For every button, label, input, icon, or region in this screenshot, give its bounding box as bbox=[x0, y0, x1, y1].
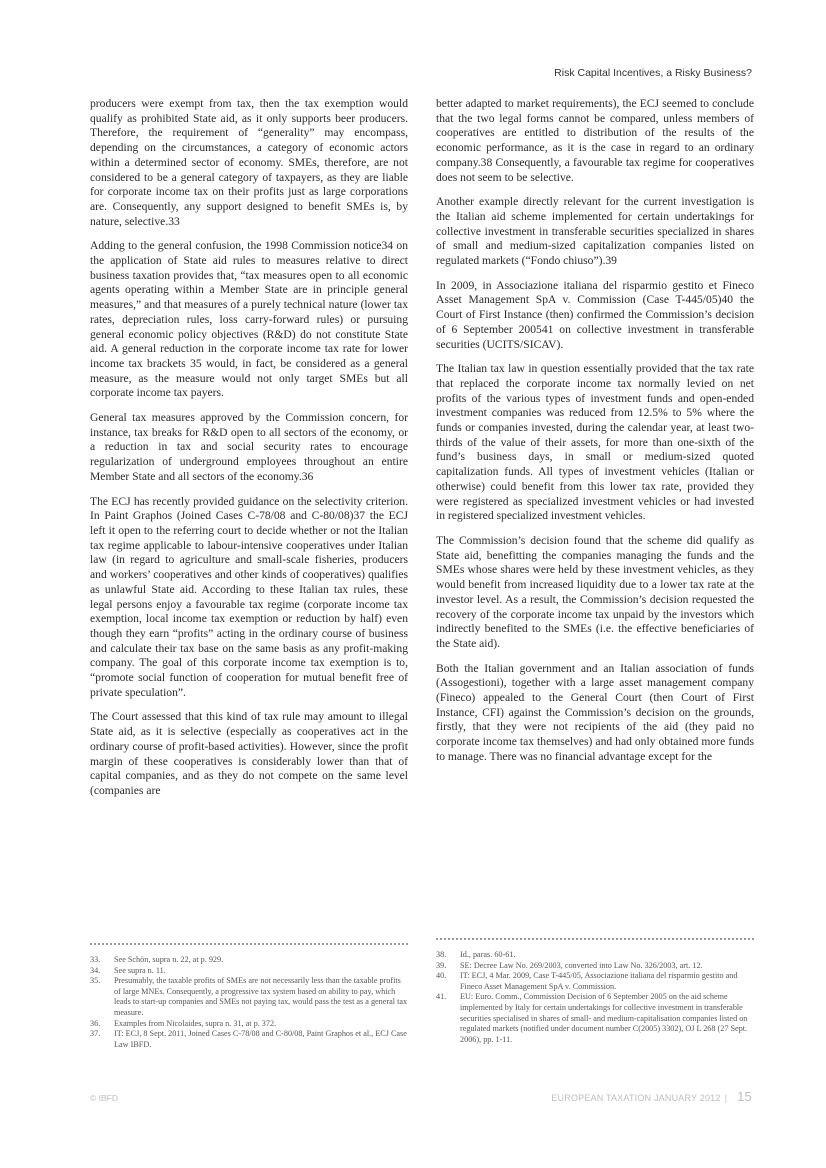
body-paragraph: General tax measures approved by the Commission concern, for instance, tax breaks for R&D open to all sectors of the economy, or a reduction in tax and social security rates to encourage regularization of underground employees throughout an entire Member State and all sectors of the economy.36 bbox=[90, 411, 408, 483]
footnote-text: EU: Euro. Comm., Commission Decision of 6 September 2005 on the aid scheme implemented by Italy for certain undertakings for collective investment in transferable securities specialised in shares of small- and medium-capitalisation companies listed on regulated markets (notified under document number C(2005) 3302), OJ L 268 (27 Sept. 2006), pp. 1-11. bbox=[460, 992, 748, 1044]
journal-footer bbox=[551, 1089, 752, 1104]
footnote bbox=[436, 950, 754, 961]
footnote bbox=[436, 971, 754, 992]
copyright-label: © IBFD bbox=[90, 1093, 118, 1103]
footnote-text: SE: Decree Law No. 269/2003, converted into Law No. 326/2003, art. 12. bbox=[460, 960, 703, 970]
body-paragraph: Both the Italian government and an Italian association of funds (Assogestioni), together with a large asset management company (Fineco) appealed to the General Court (then Court of First Instance, CFI) against the Commission’s decision on the grounds, firstly, that they were not recipients of the aid (they paid no corporate income tax themselves) and had only obtained more funds to manage. There was no financial advantage except for the bbox=[436, 661, 754, 763]
body-paragraph: The ECJ has recently provided guidance on the selectivity criterion. In Paint Graphos (Joined Cases C-78/08 and C-80/08)37 the ECJ left it open to the referring court to decide whether or not the Italian tax regime applicable to labour-intensive cooperatives under Italian law (in regard to agriculture and small-scale fisheries, producers and workers’ cooperatives and other kinds of cooperatives) qualifies as unlawful State aid. According to these Italian tax rules, these legal persons enjoy a favourable tax regime (corporate income tax exemption, local income tax exemption or reduction by half) even though they earn “profits” acting in the ordinary course of business and calculate their tax base on the same basis as any profit-making company. The goal of this corporate income tax exemption is to, “promote social function of cooperation for mutual benefit free of private speculation”. bbox=[90, 494, 408, 699]
footnote-number: 41. bbox=[436, 992, 447, 1002]
footnote bbox=[90, 955, 408, 966]
page-number: 15 bbox=[737, 1089, 752, 1104]
footnote-divider bbox=[436, 938, 754, 940]
footnote-divider bbox=[90, 943, 408, 945]
footnote-number: 33. bbox=[90, 955, 101, 964]
body-paragraph: Another example directly relevant for the current investigation is the Italian aid scheme implemented for certain undertakings for collective investment in transferable securities specialized in shares of small and medium-sized capitalization companies listed on regulated markets (“Fondo chiuso”).39 bbox=[436, 195, 754, 268]
footnote-text: See Schön, supra n. 22, at p. 929. bbox=[114, 955, 224, 964]
body-paragraph: The Court assessed that this kind of tax rule may amount to illegal State aid, as it is selective (especially as cooperatives act in the ordinary course of profit-based activities). However, since the profit margin of these cooperatives is considerably lower than that of capital companies, and as they do not compete on the same level (companies are bbox=[90, 710, 408, 797]
running-head: Risk Capital Incentives, a Risky Business? bbox=[554, 67, 752, 79]
body-paragraph: The Italian tax law in question essentially provided that the tax rate that replaced the corporate income tax normally levied on net profits of the various types of investment funds and open-ended investment companies was reduced from 12.5% to 5% where the funds or companies invested, during the calendar year, at least two-thirds of the value of their assets, for more than one-sixth of the fund’s business days, in small or medium-sized quoted capitalization funds. All types of investment vehicles (Italian or otherwise) could benefit from this lower tax rate, provided they were registered as specialized investment vehicles or had invested in registered specialized investment vehicles. bbox=[436, 362, 754, 523]
footnote-text: IT: ECJ, 4 Mar. 2009, Case T-445/05, Associazione italiana del risparmio gestito and Fineco Asset Management SpA v. Commission. bbox=[460, 971, 738, 991]
footnote-number: 34. bbox=[90, 965, 101, 975]
body-paragraph: The Commission’s decision found that the scheme did qualify as State aid, benefitting the companies managing the funds and the SMEs whose shares were held by these investment vehicles, as they would benefit from increased liquidity due to a lower tax rate at the investor level. As a result, the Commission’s decision requested the recovery of the corporate income tax unpaid by the investors which indirectly benefited to the SMEs (i.e. the effective beneficiaries of the State aid). bbox=[436, 533, 754, 650]
footnote-number: 40. bbox=[436, 971, 447, 981]
footnote-number: 39. bbox=[436, 960, 447, 970]
footnote-text: Presumably, the taxable profits of SMEs are not necessarily less than the taxable profits of large MNEs. Consequently, a progressive tax system based on ability to pay, which leads to start-up companies and SMEs not paying tax, would pass the test as a general tax measure. bbox=[114, 976, 408, 1017]
footnote bbox=[436, 992, 754, 1045]
footnotes-left bbox=[90, 955, 408, 1050]
footnote-number: 36. bbox=[90, 1018, 101, 1028]
footnote bbox=[90, 966, 408, 977]
body-paragraph: Adding to the general confusion, the 1998 Commission notice34 on the application of State aid rules to measures relative to direct business taxation provides that, “tax measures open to all economic agents operating within a Member State are in principle general measures,” and that measures of a purely technical nature (lower tax rates, depreciation rules, loss carry-forward rules) or pursuing general economic policy objectives (R&D) do not constitute State aid. A general reduction in the corporate income tax rate for lower income tax brackets 35 would, in fact, be considered as a general measure, as the measure would not only target SMEs but all corporate income tax payers. bbox=[90, 239, 408, 400]
footnote-text: See supra n. 11. bbox=[114, 965, 166, 975]
footnote bbox=[90, 1019, 408, 1030]
right-column bbox=[436, 97, 754, 775]
footnote bbox=[436, 961, 754, 972]
footnote-text: Examples from Nicolaides, supra n. 31, at p. 372. bbox=[114, 1018, 277, 1028]
body-paragraph: In 2009, in Associazione italiana del risparmio gestito et Fineco Asset Management SpA v. Commission (Case T-445/05)40 the Court of First Instance (then) confirmed the Commission’s decision of 6 September 200541 on collective investment in transferable securities (UCITS/SICAV). bbox=[436, 278, 754, 351]
footnote-text: Id., paras. 60-61. bbox=[460, 950, 516, 959]
body-paragraph: producers were exempt from tax, then the tax exemption would qualify as prohibited State aid, as it only supports beer producers. Therefore, the requirement of “generality” may encompass, depending on the circumstances, a category of economic actors within a determined sector of economy. SMEs, therefore, are not considered to be a general category of taxpayers, as they are liable for corporate income tax on their profits just as large corporations are. Consequently, any support designed to benefit SMEs is, by nature, selective.33 bbox=[90, 97, 408, 228]
journal-title: EUROPEAN TAXATION JANUARY 2012 bbox=[551, 1093, 721, 1103]
left-column bbox=[90, 97, 408, 809]
footnote-number: 38. bbox=[436, 950, 447, 959]
footnote-text: IT: ECJ, 8 Sept. 2011, Joined Cases C-78/08 and C-80/08, Paint Graphos et al., ECJ Case Law IBFD. bbox=[114, 1029, 407, 1049]
footnotes-right bbox=[436, 950, 754, 1045]
footnote bbox=[90, 976, 408, 1018]
footnote bbox=[90, 1029, 408, 1050]
footer-separator: | bbox=[724, 1093, 728, 1103]
footnote-number: 35. bbox=[90, 976, 101, 986]
body-paragraph: better adapted to market requirements), the ECJ seemed to conclude that the two legal forms cannot be compared, unless members of cooperatives are entitled to distribution of the results of the economic performance, as it is the case in regard to an ordinary company.38 Consequently, a favourable tax regime for cooperatives does not seem to be selective. bbox=[436, 97, 754, 184]
footnote-number: 37. bbox=[90, 1029, 101, 1039]
